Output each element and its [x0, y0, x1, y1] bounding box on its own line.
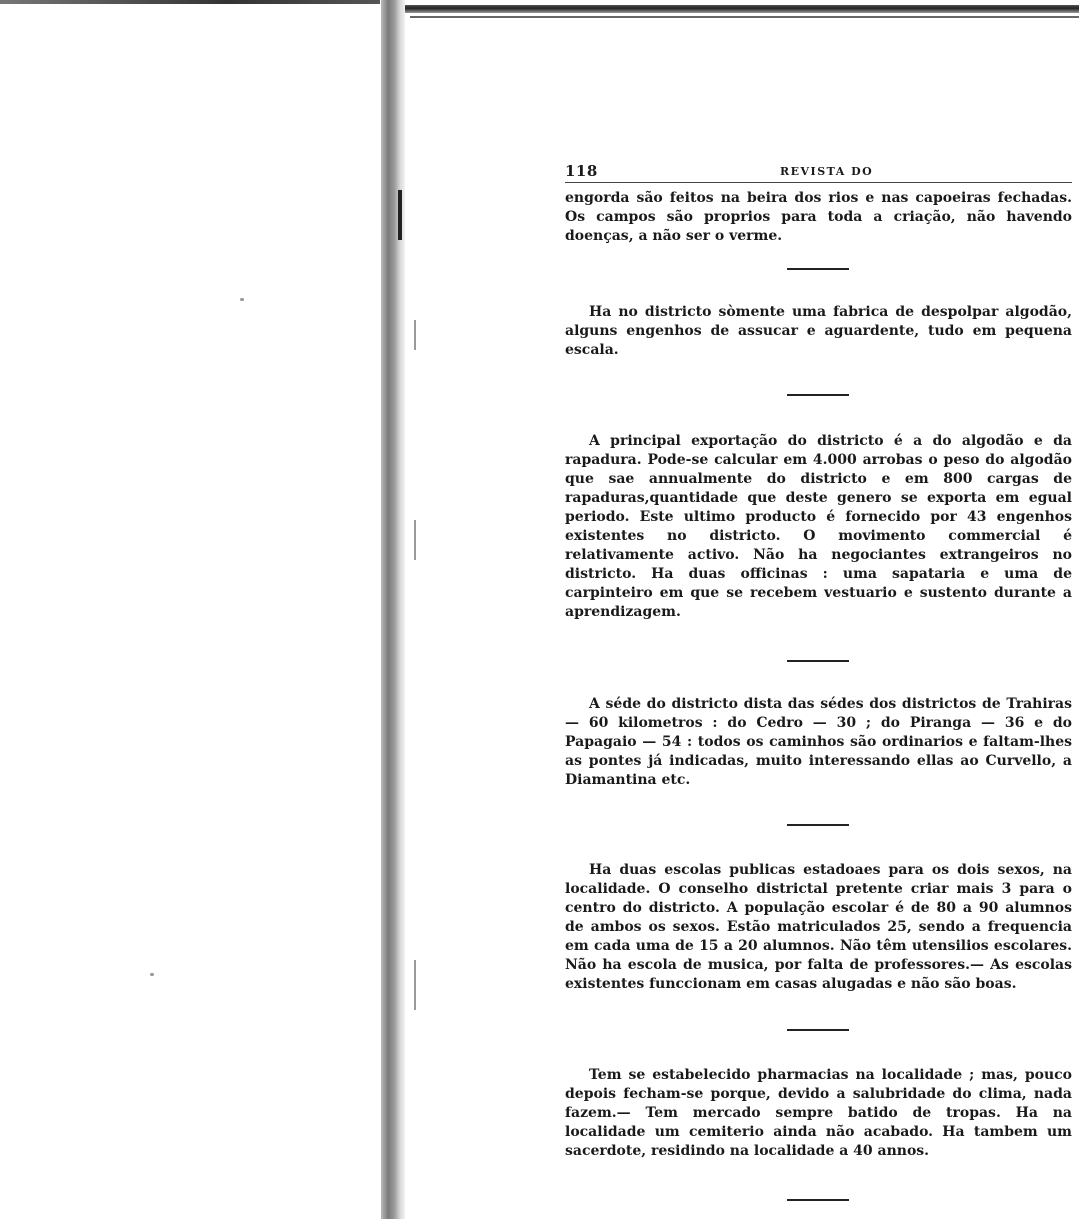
binding-shadow	[398, 190, 402, 240]
scan-mark	[414, 520, 416, 560]
page-number: 118	[565, 162, 598, 180]
section-separator	[787, 268, 849, 270]
section-separator	[787, 1199, 849, 1201]
paragraph: engorda são feitos na beira dos rios e nas capoeiras fechadas. Os campos são proprios para toda a criação, não havendo doenças, a não ser o verme.	[565, 190, 1072, 244]
paragraph: A séde do districto dista das sédes dos districtos de Trahiras — 60 kilometros : do Cedro — 30 ; do Piranga — 36 e do Papagaio — 54 : todos os caminhos são ordinarios e faltam-lhes as pontes já indicadas, muito interessando ellas ao Curvello, a Diamantina etc.	[565, 696, 1072, 788]
paragraph: Ha duas escolas publicas estadoaes para os dois sexos, na localidade. O conselho districtal pretente criar mais 3 para o centro do districto. A população escolar é de 80 a 90 alumnos de ambos os sexos. Estão matriculados 25, sendo a frequencia em cada uma de 15 a 20 alumnos. Não têm utensilios escolares. Não ha escola de musica, por falta de professores.— As escolas existentes funccionam em casas alugadas e não são boas.	[565, 862, 1072, 992]
paragraph: A principal exportação do districto é a do algodão e da rapadura. Pode-se calcular em 4.000 arrobas o peso do algodão que sae annualmente do districto e em 800 cargas de rapaduras,quantidade que deste genero se exporta em egual periodo. Este ultimo producto é fornecido por 43 engenhos existentes no districto. O movimento commercial é relativamente activo. Não ha negociantes extrangeiros no districto. Ha duas officinas : uma sapataria e uma de carpinteiro em que se recebem vestuario e sustento durante a aprendizagem.	[565, 433, 1072, 620]
scan-edge-top-right	[400, 5, 1079, 13]
scan-mark	[414, 320, 416, 350]
scan-mark	[414, 960, 416, 1010]
section-separator	[787, 824, 849, 826]
paragraph: Tem se estabelecido pharmacias na localidade ; mas, pouco depois fecham-se porque, devido a salubridade do clima, nada fazem.— Tem mercado sempre batido de tropas. Ha na localidade um cemiterio ainda não acabado. Ha tambem um sacerdote, residindo na localidade a 40 annos.	[565, 1067, 1072, 1159]
document-page	[565, 160, 1072, 1201]
section-separator	[787, 1029, 849, 1031]
section-separator	[787, 394, 849, 396]
running-header	[565, 160, 1072, 183]
scan-speck	[240, 298, 244, 301]
scan-speck	[150, 973, 154, 976]
scan-edge-top-left	[0, 0, 380, 4]
scan-edge-line	[410, 16, 1079, 18]
section-separator	[787, 660, 849, 662]
book-binding-spine	[381, 0, 405, 1219]
running-title: REVISTA DO	[780, 165, 874, 178]
paragraph: Ha no districto sòmente uma fabrica de despolpar algodão, alguns engenhos de assucar e aguardente, tudo em pequena escala.	[565, 304, 1072, 358]
